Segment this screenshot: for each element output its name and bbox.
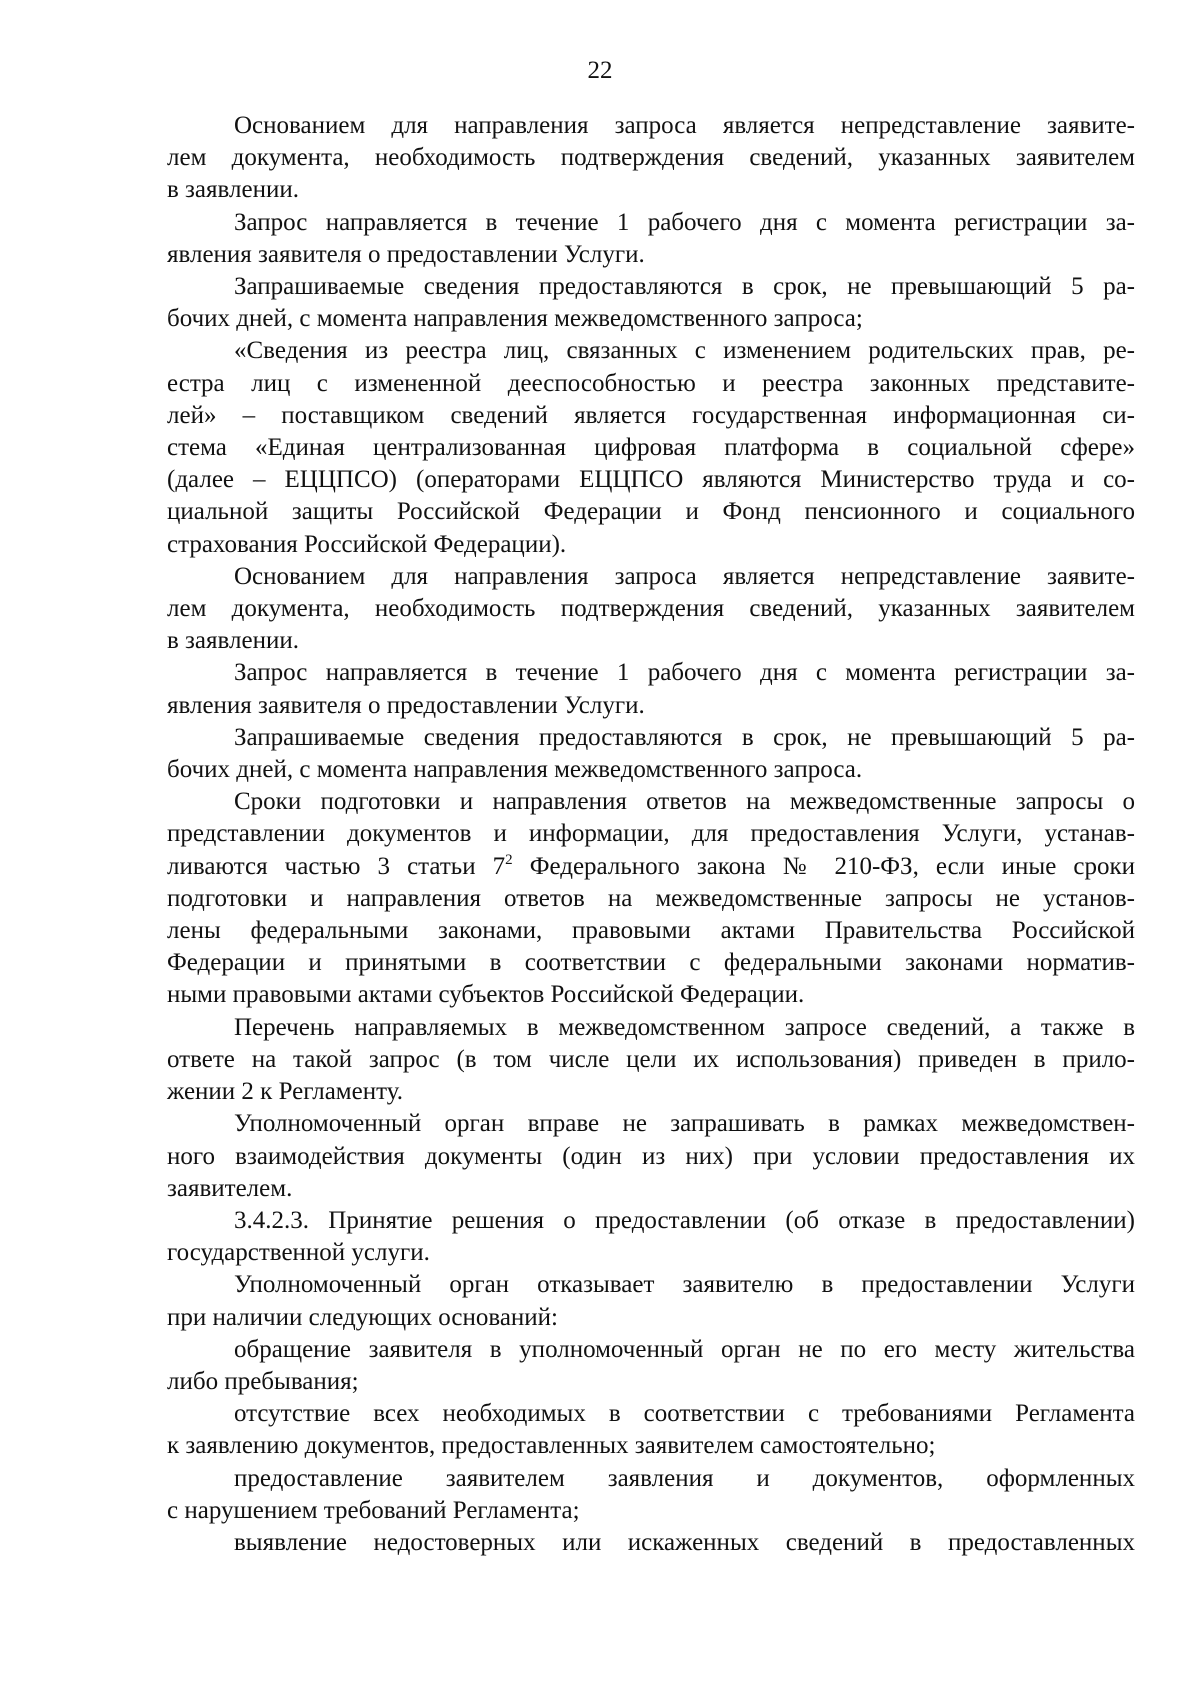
text-line: страхования Российской Федерации). xyxy=(167,530,567,558)
text-line: (далее – ЕЦЦПСО) (операторами ЕЦЦПСО являются Министерство труда и со- xyxy=(167,466,1135,494)
text-line: Уполномоченный орган вправе не запрашивать в рамках межведомствен- xyxy=(234,1110,1135,1138)
paragraph xyxy=(167,1463,1135,1527)
paragraph xyxy=(167,1012,1135,1109)
paragraph xyxy=(167,1398,1135,1462)
text-line: «Сведения из реестра лиц, связанных с изменением родительских прав, ре- xyxy=(234,337,1135,365)
text-line: Запрос направляется в течение 1 рабочего дня с момента регистрации за- xyxy=(234,659,1135,687)
text-line: Уполномоченный орган отказывает заявителю в предоставлении Услуги xyxy=(234,1271,1135,1299)
text-line: лем документа, необходимость подтверждения сведений, указанных заявителем xyxy=(167,595,1135,623)
text-line: обращение заявителя в уполномоченный орган не по его месту жительства xyxy=(234,1335,1135,1363)
text-line: естра лиц с измененной дееспособностью и реестра законных представите- xyxy=(167,369,1135,397)
text-line: явления заявителя о предоставлении Услуги. xyxy=(167,240,645,268)
text-line: Основанием для направления запроса является непредставление заявите- xyxy=(234,112,1135,139)
text-line: представлении документов и информации, для предоставления Услуги, устанав- xyxy=(167,820,1135,848)
paragraph xyxy=(167,271,1135,335)
superscript: 2 xyxy=(505,851,513,868)
text-run: ливаются частью 3 статьи 7 xyxy=(167,852,506,880)
text-line: подготовки и направления ответов на межведомственные запросы не установ- xyxy=(167,884,1135,912)
text-line: жении 2 к Регламенту. xyxy=(167,1078,403,1106)
text-run: Федерального закона № 210-ФЗ, если иные сроки xyxy=(512,852,1135,880)
text-line: предоставление заявителем заявления и документов, оформленных xyxy=(234,1464,1135,1492)
paragraph xyxy=(167,786,1135,1011)
paragraph xyxy=(167,1527,1135,1559)
text-line: явления заявителя о предоставлении Услуги. xyxy=(167,691,645,719)
text-line xyxy=(167,851,1135,883)
text-line: Сроки подготовки и направления ответов на межведомственные запросы о xyxy=(234,788,1135,816)
paragraph xyxy=(167,207,1135,271)
text-line: отсутствие всех необходимых в соответствии с требованиями Регламента xyxy=(234,1400,1135,1428)
paragraph xyxy=(167,335,1135,560)
text-line: в заявлении. xyxy=(167,176,299,204)
text-line: стема «Единая централизованная цифровая платформа в социальной сфере» xyxy=(167,434,1135,462)
paragraph xyxy=(167,1108,1135,1205)
text-line: ными правовыми актами субъектов Российской Федерации. xyxy=(167,981,805,1009)
text-line: лены федеральными законами, правовыми актами Правительства Российской xyxy=(167,917,1135,945)
text-line: Федерации и принятыми в соответствии с федеральными законами норматив- xyxy=(167,949,1135,977)
text-line: Запрашиваемые сведения предоставляются в срок, не превышающий 5 ра- xyxy=(234,723,1135,751)
paragraph xyxy=(167,657,1135,721)
text-line: к заявлению документов, предоставленных заявителем самостоятельно; xyxy=(167,1432,936,1460)
text-line: бочих дней, с момента направления межведомственного запроса; xyxy=(167,305,863,333)
text-line: с нарушением требований Регламента; xyxy=(167,1496,580,1524)
text-line: Перечень направляемых в межведомственном запросе сведений, а также в xyxy=(234,1013,1135,1041)
paragraph xyxy=(167,1334,1135,1398)
text-line: заявителем. xyxy=(167,1174,293,1202)
text-line: государственной услуги. xyxy=(167,1239,430,1267)
text-line: лем документа, необходимость подтверждения сведений, указанных заявителем xyxy=(167,144,1135,172)
text-line: ответе на такой запрос (в том числе цели их использования) приведен в прило- xyxy=(167,1045,1135,1073)
text-line: Запрос направляется в течение 1 рабочего дня с момента регистрации за- xyxy=(234,208,1135,236)
text-line: циальной защиты Российской Федерации и Фонд пенсионного и социального xyxy=(167,498,1135,526)
text-line: либо пребывания; xyxy=(167,1367,359,1395)
text-line: лей» – поставщиком сведений является государственная информационная си- xyxy=(167,401,1135,429)
text-line: Запрашиваемые сведения предоставляются в срок, не превышающий 5 ра- xyxy=(234,273,1135,301)
paragraph xyxy=(167,722,1135,786)
document-body xyxy=(167,110,1135,1559)
paragraph xyxy=(167,1205,1135,1269)
text-line: при наличии следующих оснований: xyxy=(167,1303,559,1331)
text-line: 3.4.2.3. Принятие решения о предоставлении (об отказе в предоставлении) xyxy=(234,1206,1135,1234)
paragraph xyxy=(167,561,1135,658)
text-line: в заявлении. xyxy=(167,627,299,655)
paragraph xyxy=(167,1269,1135,1333)
text-line: выявление недостоверных или искаженных сведений в предоставленных xyxy=(234,1528,1135,1556)
text-line: ного взаимодействия документы (один из них) при условии предоставления их xyxy=(167,1142,1135,1170)
text-line: бочих дней, с момента направления межведомственного запроса. xyxy=(167,756,863,784)
text-line: Основанием для направления запроса является непредставление заявите- xyxy=(234,562,1135,590)
paragraph xyxy=(167,110,1135,207)
page-number: 22 xyxy=(587,57,613,84)
